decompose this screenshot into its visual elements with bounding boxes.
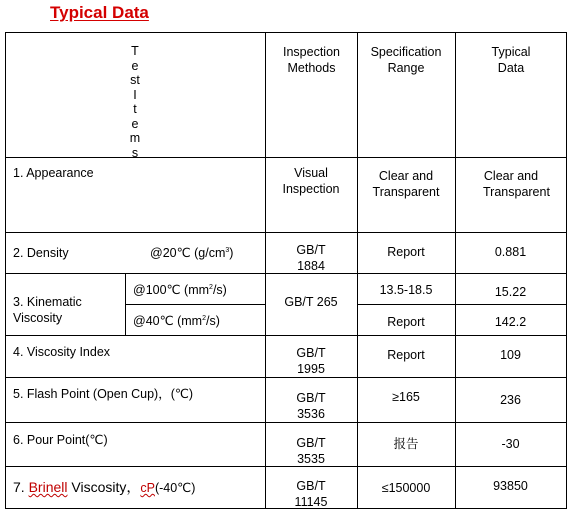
row-flash-point-label: 5. Flash Point (Open Cup)，(℃)	[13, 387, 194, 401]
row-flash-point-spec: ≥165	[392, 390, 420, 404]
row-flash-point-method: GB/T 3536	[296, 391, 326, 421]
row-appearance-typical: Clear and Transparent	[483, 169, 550, 199]
row-density-typical: 0.881	[494, 245, 527, 259]
row-brinell-spec: ≤150000	[381, 481, 431, 495]
row-pour-point-label: 6. Pour Point(℃)	[13, 433, 108, 447]
row-brinell-typical: 93850	[493, 479, 528, 493]
typical-data-table	[5, 32, 567, 509]
row-kinematic-label: 3. Kinematic Viscosity	[13, 295, 82, 325]
row-kinematic-40-condition: @40℃ $(mm^2/s)$	[133, 314, 220, 328]
row-viscosity-index-spec: Report	[387, 348, 425, 362]
row-kinematic-40-typical: 142.2	[494, 315, 527, 329]
row-appearance-spec: Clear and Transparent	[372, 169, 440, 199]
row-pour-point-method: GB/T 3535	[296, 436, 326, 466]
header-inspection-methods: Inspection Methods	[283, 45, 340, 75]
row-brinell-method: GB/T 11145	[294, 479, 328, 509]
row-density-method: GB/T 1884	[296, 243, 326, 273]
row-brinell-label: 7. Brinell Viscosity，cP(-40℃)	[13, 479, 196, 495]
row-kinematic-100-spec: 13.5-18.5	[379, 283, 433, 297]
header-specification-range: Specification Range	[370, 45, 442, 75]
row-density-spec: Report	[387, 245, 425, 259]
row-flash-point-typical: 236	[500, 393, 521, 407]
row-viscosity-index-label: 4. Viscosity Index	[13, 345, 111, 359]
row-appearance-label: 1. Appearance	[13, 166, 94, 180]
row-kinematic-40-spec: Report	[387, 315, 425, 329]
page-title: Typical Data	[50, 3, 149, 22]
row-viscosity-index-method: GB/T 1995	[296, 346, 326, 376]
row-kinematic-method: GB/T 265	[284, 295, 338, 309]
header-typical-data: Typical Data	[491, 45, 531, 75]
header-test-items: T e st I t e m s	[129, 44, 141, 160]
row-density-label: 2. Density	[13, 246, 69, 260]
row-viscosity-index-typical: 109	[500, 348, 521, 362]
row-pour-point-spec: 报告	[393, 437, 419, 451]
row-pour-point-typical: -30	[501, 437, 520, 451]
row-kinematic-100-condition: @100℃ $(mm^2/s)$	[133, 283, 227, 297]
row-kinematic-100-typical: 15.22	[494, 285, 527, 299]
row-density-condition: @20℃ $(g/cm^3)$	[150, 246, 234, 260]
row-appearance-method: Visual Inspection	[282, 166, 340, 196]
